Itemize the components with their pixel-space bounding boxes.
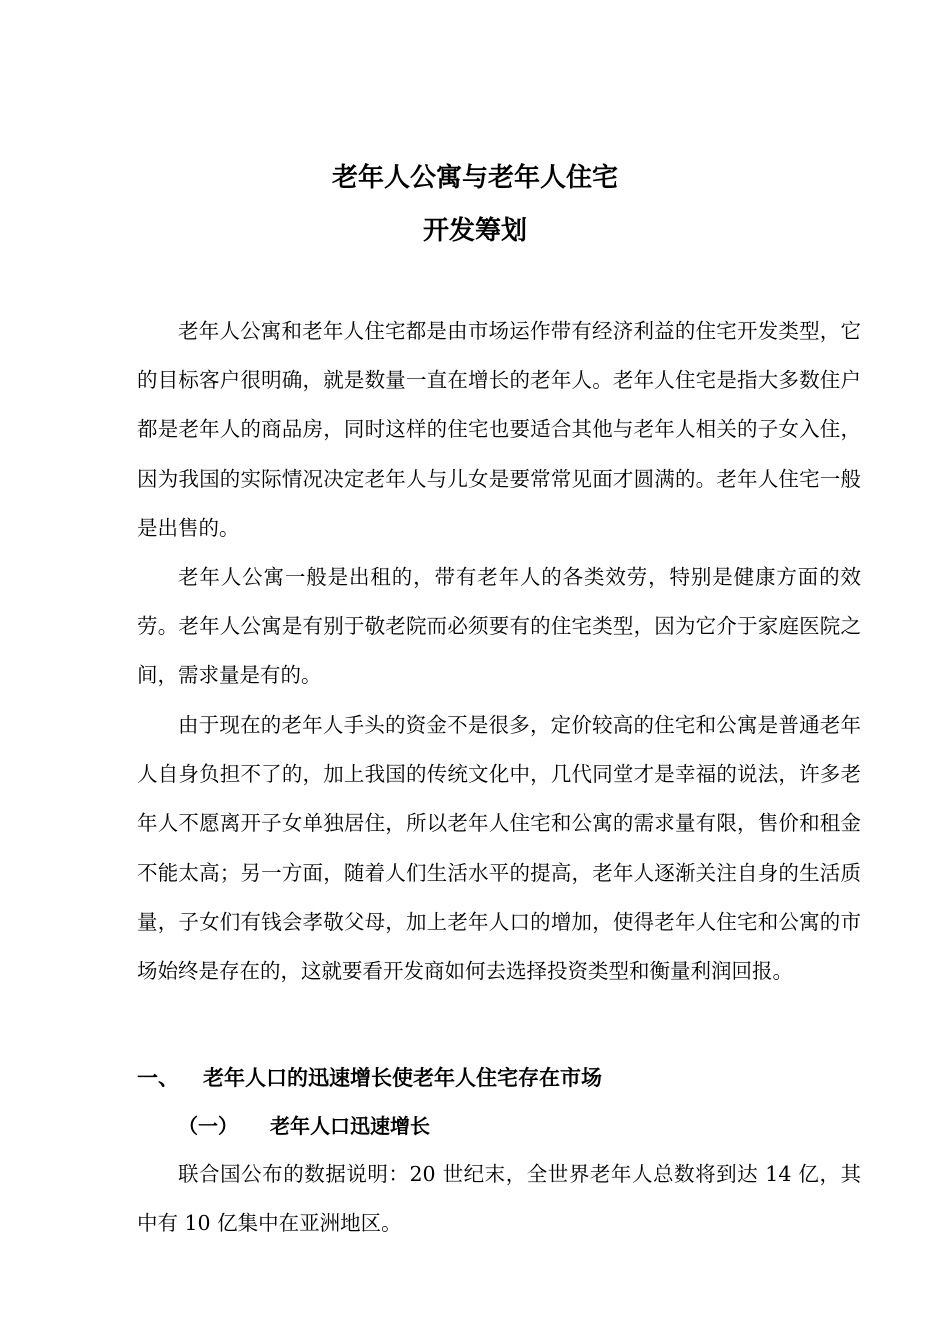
subsection-heading-1 bbox=[178, 1108, 430, 1144]
paragraph-intro: 老年人公寓和老年人住宅都是由市场运作带有经济利益的住宅开发类型，它的目标客户很明确，就是数量一直在增长的老年人。老年人住宅是指大多数住户都是老年人的商品房，同时这样的住宅也要适合其他与老年人相关的子女入住，因为我国的实际情况决定老年人与儿女是要常常见面才圆满的。老年人住宅一般是出售的。 bbox=[137, 319, 861, 540]
subsection-heading-text: 老年人口迅速增长 bbox=[270, 1114, 430, 1138]
section-heading-1 bbox=[137, 1060, 602, 1096]
section-heading-text: 老年人口的迅速增长使老年人住宅存在市场 bbox=[203, 1065, 602, 1090]
subsection-number: （一） bbox=[178, 1114, 238, 1138]
paragraph-apartment: 老年人公寓一般是出租的，带有老年人的各类效劳，特别是健康方面的效劳。老年人公寓是有别于敬老院而必须要有的住宅类型，因为它介于家庭医院之间，需求量是有的。 bbox=[137, 565, 861, 688]
document-title-line-2: 开发筹划 bbox=[422, 216, 527, 246]
section-number: 一、 bbox=[137, 1065, 179, 1090]
document-title-line-1: 老年人公寓与老年人住宅 bbox=[331, 163, 618, 193]
paragraph-un-data: 联合国公布的数据说明：20 世纪末，全世界老年人总数将到达 14 亿，其中有 10 亿集中在亚洲地区。 bbox=[137, 1162, 861, 1236]
paragraph-market: 由于现在的老年人手头的资金不是很多，定价较高的住宅和公寓是普通老年人自身负担不了的，加上我国的传统文化中，几代同堂才是幸福的说法，许多老年人不愿离开子女单独居住，所以老年人住宅和公寓的需求量有限，售价和租金不能太高；另一方面，随着人们生活水平的提高，老年人逐渐关注自身的生活质量，子女们有钱会孝敬父母，加上老年人口的增加，使得老年人住宅和公寓的市场始终是存在的，这就要看开发商如何去选择投资类型和衡量利润回报。 bbox=[137, 713, 861, 984]
